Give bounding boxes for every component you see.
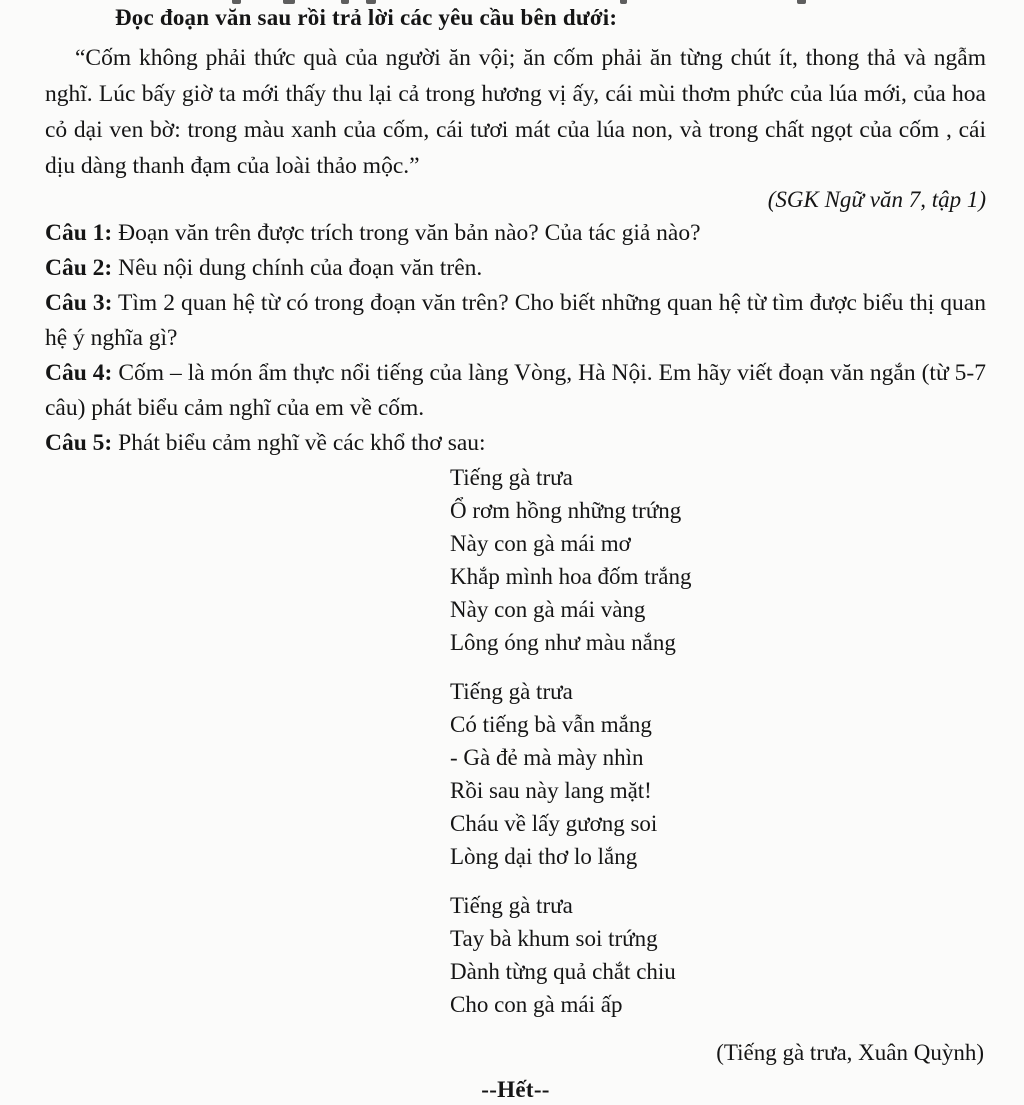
poem-line: Lòng dại thơ lo lắng: [450, 844, 638, 869]
question-1: [45, 216, 986, 251]
question-5-label: Câu 5:: [45, 430, 113, 456]
poem-line: Cho con gà mái ấp: [450, 992, 623, 1017]
question-4-label: Câu 4:: [45, 360, 113, 386]
question-1-text: Đoạn văn trên được trích trong văn bản nào? Của tác giả nào?: [112, 220, 701, 246]
question-2-label: Câu 2:: [45, 255, 113, 281]
poem-line: Tay bà khum soi trứng: [450, 926, 658, 951]
question-4-text: Cốm – là món ẩm thực nổi tiếng của làng Vòng, Hà Nội. Em hãy viết đoạn văn ngắn (từ 5-7 câu) phát biểu cảm nghĩ của em về cốm.: [45, 360, 986, 421]
poem-attribution: (Tiếng gà trưa, Xuân Quỳnh): [716, 1040, 984, 1065]
poem-line: Cháu về lấy gương soi: [450, 811, 658, 836]
question-3: [45, 286, 986, 356]
question-list: [45, 216, 986, 461]
question-5-text: Phát biểu cảm nghĩ về các khổ thơ sau:: [112, 430, 486, 456]
question-3-text: Tìm 2 quan hệ từ có trong đoạn văn trên? Cho biết những quan hệ từ tìm được biểu thị quan hệ ý nghĩa gì?: [45, 290, 986, 351]
poem-line: Tiếng gà trưa: [450, 893, 573, 918]
poem-line: Tiếng gà trưa: [450, 465, 573, 490]
poem-line: Tiếng gà trưa: [450, 679, 573, 704]
poem-line: Lông óng như màu nắng: [450, 630, 676, 655]
poem-line: Rồi sau này lang mặt!: [450, 778, 652, 803]
poem-line: Dành từng quả chắt chiu: [450, 959, 676, 984]
question-4: [45, 356, 986, 426]
passage-source-citation: (SGK Ngữ văn 7, tập 1): [767, 187, 986, 212]
poem-line: Khắp mình hoa đốm trắng: [450, 564, 692, 589]
poem-line: Này con gà mái vàng: [450, 597, 646, 622]
poem-stanza-1: [450, 461, 986, 659]
poem-stanza-2: [450, 675, 986, 873]
question-3-label: Câu 3:: [45, 290, 113, 316]
question-1-label: Câu 1:: [45, 220, 113, 246]
poem-line: Ổ rơm hồng những trứng: [450, 498, 682, 523]
reading-passage: “Cốm không phải thức quà của người ăn vội; ăn cốm phải ăn từng chút ít, thong thả và ngẫm nghĩ. Lúc bấy giờ ta mới thấy thu lại cả trong hương vị ấy, cái mùi thơm phức của lúa mới, của hoa cỏ dại ven bờ: trong màu xanh của cốm, cái tươi mát của lúa non, và trong chất ngọt của cốm , cái dịu dàng thanh đạm của loài thảo mộc.”: [45, 45, 986, 179]
poem-line: Này con gà mái mơ: [450, 531, 631, 556]
poem-line: - Gà đẻ mà mày nhìn: [450, 745, 644, 770]
poem-tieng-ga-trua: [450, 461, 986, 1021]
question-2-text: Nêu nội dung chính của đoạn văn trên.: [112, 255, 483, 281]
end-marker: --Hết--: [481, 1077, 550, 1102]
poem-stanza-3: [450, 889, 986, 1021]
question-2: [45, 251, 986, 286]
poem-line: Có tiếng bà vẫn mắng: [450, 712, 652, 737]
instructions-heading: Đọc đoạn văn sau rồi trả lời các yêu cầu bên dưới:: [115, 5, 618, 30]
question-5: [45, 426, 986, 461]
